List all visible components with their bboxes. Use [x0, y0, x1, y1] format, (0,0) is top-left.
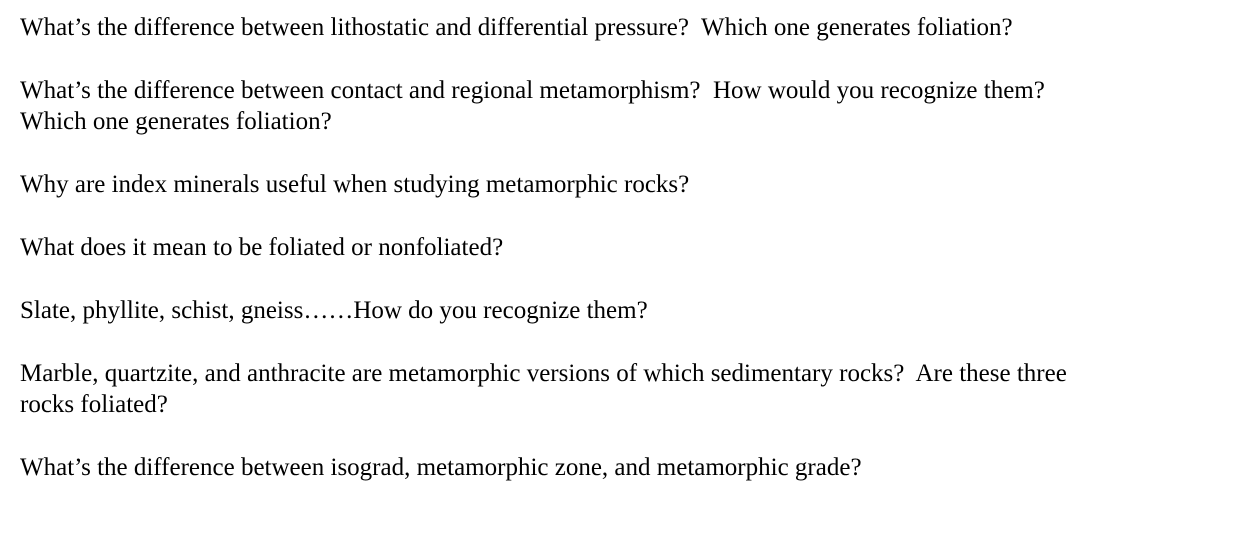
- question-pressure: What’s the difference between lithostatic and differential pressure? Which one generates foliation?: [20, 14, 1013, 41]
- question-metamorphic-versions: Marble, quartzite, and anthracite are metamorphic versions of which sedimentary rocks? Are these three rocks foliated?: [20, 360, 1067, 418]
- question-index-minerals: Why are index minerals useful when studying metamorphic rocks?: [20, 171, 690, 198]
- question-rock-types: Slate, phyllite, schist, gneiss……How do you recognize them?: [20, 297, 648, 324]
- document-page: [20, 12, 1220, 515]
- question-foliated: What does it mean to be foliated or nonfoliated?: [20, 234, 504, 261]
- question-contact-regional: What’s the difference between contact and regional metamorphism? How would you recognize them? Which one generates foliation?: [20, 77, 1045, 135]
- question-isograd: What’s the difference between isograd, metamorphic zone, and metamorphic grade?: [20, 454, 862, 481]
